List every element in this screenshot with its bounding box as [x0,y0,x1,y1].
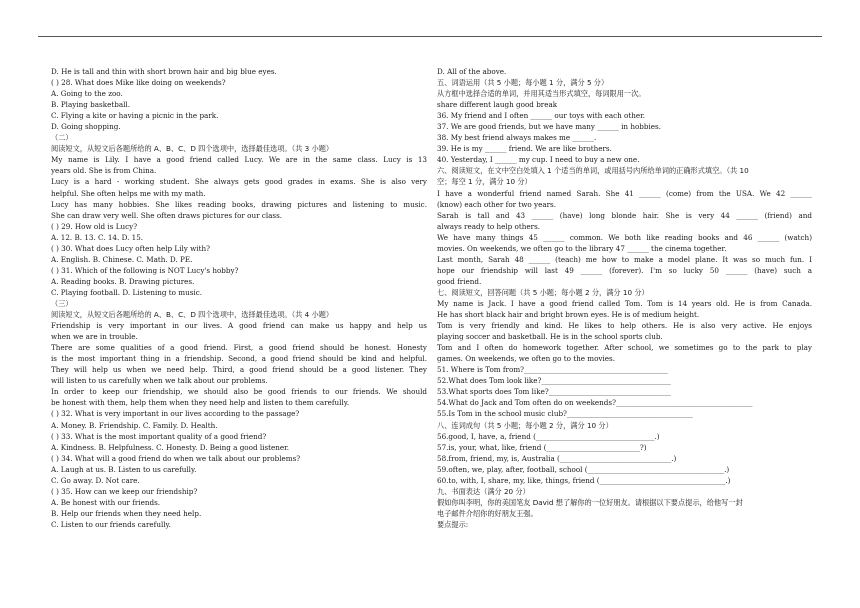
text-line: 56.good, I, have, a, friend (_________________________________.) [437,431,660,441]
text-line: 八、连词成句（共 5 小题；每小题 2 分，满分 10 分） [437,420,613,430]
text-line: ( ) 33. What is the most important quality of a good friend? [51,431,267,441]
text-line: 假如你叫李明，你的美国笔友 David 想了解你的一位好朋友。请根据以下要点提示，给他写一封 [437,497,743,507]
text-line: 39. He is my ______ friend. We are like brothers. [437,144,612,154]
text-line: D. He is tall and thin with short brown hair and big blue eyes. [51,67,277,76]
text-line: 电子邮件介绍你的好朋友王强。 [437,508,538,518]
text-line: In order to keep our friendship, we should also be good friends to our friends. We should [51,387,427,397]
text-line: helpful. She often helps me with my math. [51,188,206,198]
text-line: ( ) 35. How can we keep our friendship? [51,486,198,496]
text-line: playing soccer and basketball. He is in the school sports club. [437,332,663,342]
text-line: 52.What does Tom look like?____________________________________ [437,376,671,386]
text-line: be honest with them, help them when they need help and listen to them carefully. [51,398,350,408]
text-line: when we are in trouble. [51,332,138,342]
text-line: 37. We are good friends, but we have many ______ in hobbies. [437,122,662,132]
text-line: 阅读短文，从短文后各题所给的 A、B、C、D 四个选项中，选择最佳选项。（共 3 小题） [51,144,334,154]
text-line: 空；每空 1 分，满分 10 分） [437,177,532,187]
text-line: Sarah is tall and 43 ______ (have) long blonde hair. She is very 44 ______ (friend) and [437,210,812,220]
text-line: 51. Where is Tom from?________________________________________ [437,365,668,375]
text-line: C. Listen to our friends carefully. [51,519,171,529]
text-line: 从方框中选择合适的单词，并用其适当形式填空，每词限用一次。 [437,89,646,99]
header-rule [38,36,822,37]
text-line: C. Go away. D. Not care. [51,475,140,485]
text-line: Lucy is a hard - working student. She always gets good grades in exams. She is also very [51,177,427,187]
text-line: 54.What do Jack and Tom often do on weekends?______________________________________ [437,398,753,408]
text-line: ( ) 30. What does Lucy often help Lily with? [51,243,210,253]
text-line: He has short black hair and bright brown eyes. He is of medium height. [437,310,700,320]
text-line: ( ) 29. How old is Lucy? [51,221,138,231]
text-line: B. Playing basketball. [51,100,130,110]
text-line: C. Flying a kite or having a picnic in the park. [51,111,219,121]
text-line: A. Money. B. Friendship. C. Family. D. Health. [51,420,218,430]
text-line: A. Be honest with our friends. [51,497,161,507]
text-line: years old. She is from China. [51,166,157,176]
text-line: 六、阅读短文，在文中空白处填入 1 个适当的单词，或用括号内所给单词的正确形式填空。（共 10 [437,166,749,176]
text-line: 七、阅读短文，回答问题（共 5 小题；每小题 2 分，满分 10 分） [437,287,649,297]
text-line: (know) each other for two years. [437,199,557,209]
text-line: 九、书面表达（满分 20 分） [437,486,530,496]
text-line: We have many things 45 ______ common. We both like reading books and 46 ______ (watch) [437,232,812,242]
text-line: is the most important thing in a friendship. Second, a good friend should be kind and helpful. [51,354,427,364]
text-line: Friendship is very important in our lives. A good friend can make us happy and help us [51,321,427,331]
text-line: ( ) 31. Which of the following is NOT Lucy's hobby? [51,265,239,275]
text-line: My name is Jack. I have a good friend called Tom. Tom is 14 years old. He is from Canada. [437,298,812,308]
text-line: A. Going to the zoo. [51,89,123,99]
text-line: will listen to us carefully when we talk about our problems. [51,376,268,386]
text-line: （二） [51,133,73,143]
text-line: A. 12. B. 13. C. 14. D. 15. [51,232,144,242]
text-line: A. Laugh at us. B. Listen to us carefully. [51,464,197,474]
text-line: Lucy has many hobbies. She likes reading books, drawing pictures and listening to music. [51,199,427,209]
right-column [437,66,812,530]
text-line: A. Reading books. B. Drawing pictures. [51,276,195,286]
text-line: （三） [51,298,73,308]
text-line: A. Kindness. B. Helpfulness. C. Honesty. D. Being a good listener. [51,442,290,452]
text-line: ( ) 34. What will a good friend do when we talk about our problems? [51,453,301,463]
text-line: share different laugh good break [437,100,558,110]
text-line: ( ) 28. What does Mike like doing on weekends? [51,78,226,88]
text-line: A. English. B. Chinese. C. Math. D. PE. [51,254,193,264]
text-line: 53.What sports does Tom like?__________________________________ [437,387,671,397]
text-line: Last month, Sarah 48 ______ (teach) me how to make a model plane. It was so much fun. I [437,254,812,264]
text-line: They will help us when we need help. Third, a good friend should be a good listener. They [51,365,427,375]
text-line: 60.to, with, I, share, my, like, things, friend (___________________________________.) [437,475,731,485]
text-line: C. Playing football. D. Listening to music. [51,287,203,297]
left-column [51,66,427,530]
text-line: games. On weekends, we often go to the movies. [437,354,616,364]
text-line: 58.from, friend, my, is, Australia (_______________________________.) [437,453,677,463]
text-line: 59.often, we, play, after, football, school (______________________________________.) [437,464,730,474]
text-line: 55.Is Tom in the school music club?___________________________________ [437,409,693,419]
text-line: good friend. [437,276,482,286]
text-line: There are some qualities of a good friend. First, a good friend should be honest. Honesty [51,343,427,353]
text-line: hope our friendship will last 49 ______ (forever). I'm so lucky 50 ______ (have) such a [437,265,812,275]
text-line: B. Help our friends when they need help. [51,508,202,518]
text-line: Tom is very friendly and kind. He likes to help others. He is also very active. He enjoys [437,321,812,331]
text-line: 要点提示: [437,519,469,529]
text-line: 阅读短文，从短文后各题所给的 A、B、C、D 四个选项中，选择最佳选项。（共 4 小题） [51,310,334,320]
text-line: Tom and I often do homework together. After school, we sometimes go to the park to play [437,343,812,353]
text-line: movies. On weekends, we often go to the library 47 ______ the cinema together. [437,243,727,253]
text-line: 38. My best friend always makes me ______. [437,133,597,143]
text-line: ( ) 32. What is very important in our lives according to the passage? [51,409,300,419]
text-line: 36. My friend and I often ______ our toys with each other. [437,111,646,121]
text-line: 五、词语运用（共 5 小题；每小题 1 分，满分 5 分） [437,78,609,88]
text-line: 57.is, your, what, like, friend (__________________________?) [437,442,647,452]
text-line: D. All of the above. [437,67,507,76]
text-line: She can draw very well. She often draws pictures for our class. [51,210,283,220]
text-line: D. Going shopping. [51,122,121,132]
text-line: always ready to help others. [437,221,541,231]
text-line: My name is Lily. I have a good friend called Lucy. We are in the same class. Lucy is 13 [51,155,427,165]
text-line: 40. Yesterday, I ______ my cup. I need to buy a new one. [437,155,640,165]
text-line: I have a wonderful friend named Sarah. She 41 ______ (come) from the USA. We 42 ______ [437,188,812,198]
